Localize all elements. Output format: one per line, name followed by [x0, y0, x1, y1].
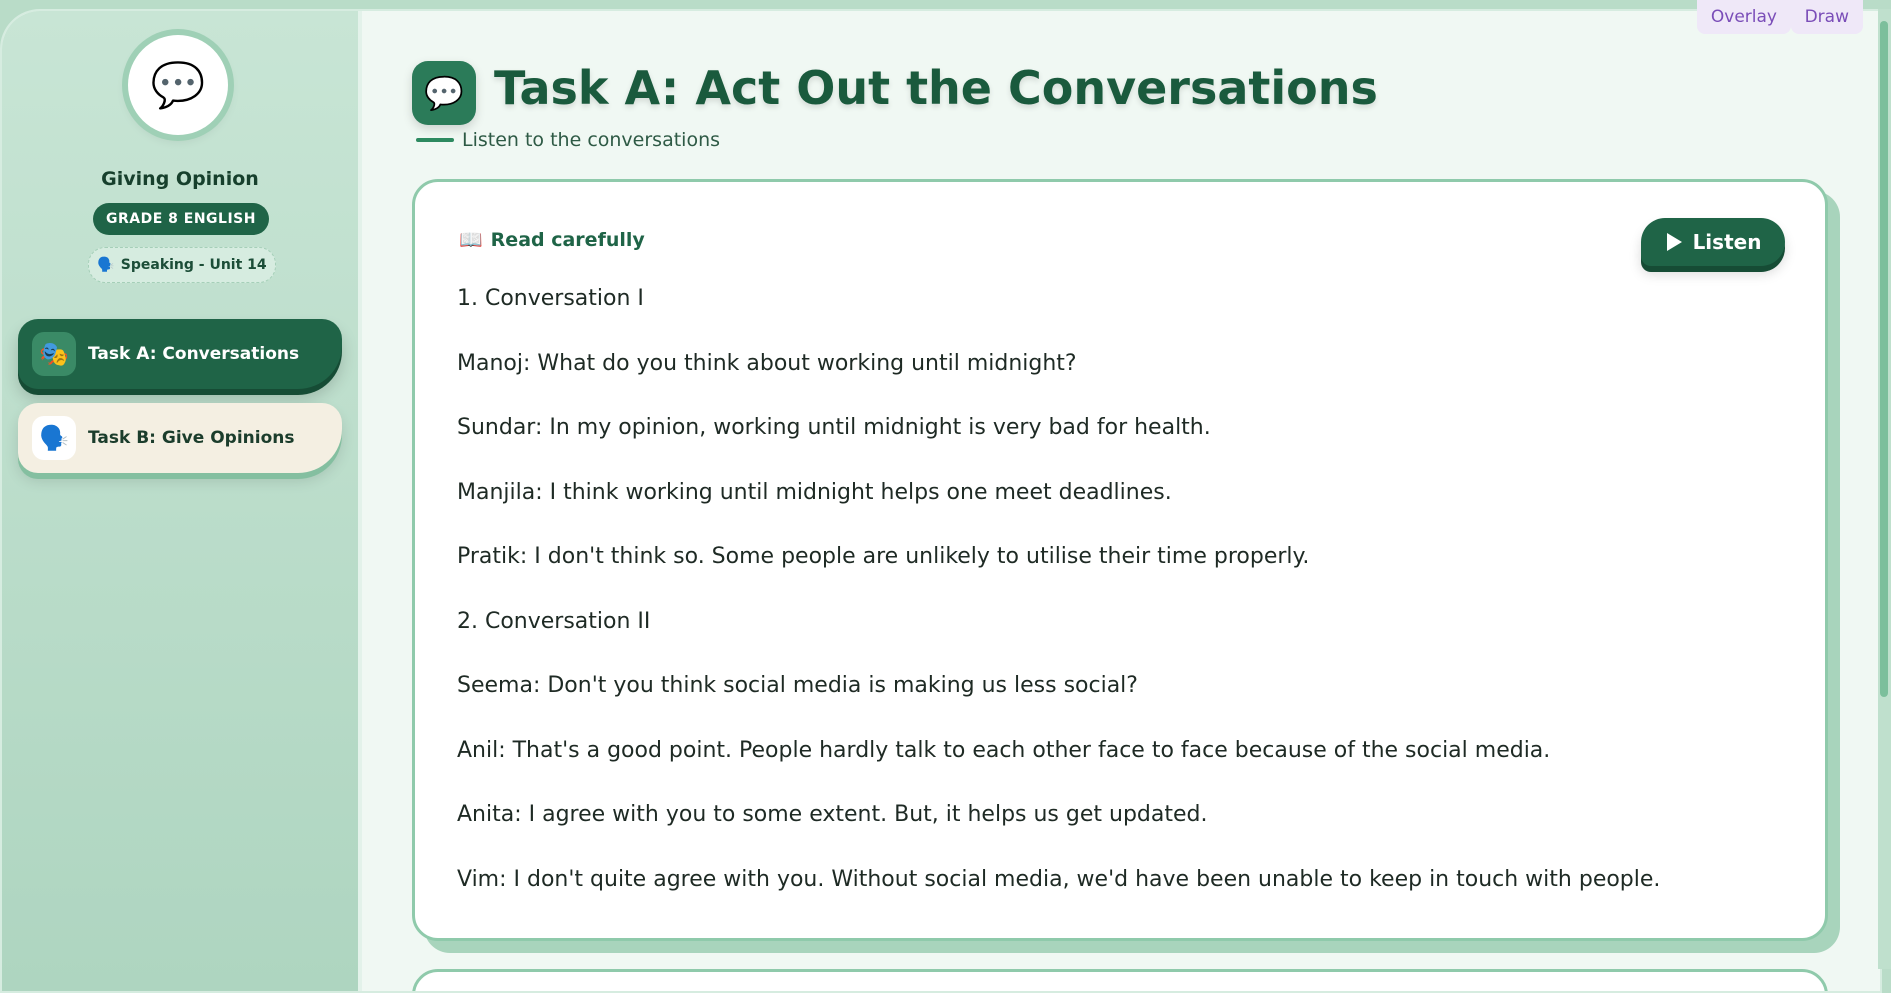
card-label-text: Read carefully	[490, 228, 645, 251]
unit-badge	[88, 247, 276, 283]
subtitle-accent-bar	[416, 138, 454, 142]
sidebar-item-task-b[interactable]	[18, 403, 342, 473]
conversation-heading: 1. Conversation I	[457, 286, 644, 311]
dialogue-line: Manoj: What do you think about working until midnight?	[457, 350, 1077, 376]
dialogue-line: Manjila: I think working until midnight helps one meet deadlines.	[457, 479, 1172, 505]
sidebar	[2, 11, 362, 991]
conversation-lines	[457, 286, 1785, 931]
dialogue-line: Pratik: I don't think so. Some people are unlikely to utilise their time properly.	[457, 544, 1310, 569]
speaking-head-icon: 🗣️	[32, 416, 76, 460]
conversation-heading: 2. Conversation II	[457, 608, 651, 634]
dialogue-line: Seema: Don't you think social media is making us less social?	[457, 673, 1138, 698]
dialogue-line: Vim: I don't quite agree with you. Without social media, we'd have been unable to keep in touch with people.	[457, 866, 1661, 892]
dialogue-line: Sundar: In my opinion, working until midnight is very bad for health.	[457, 415, 1211, 440]
page-title: Task A: Act Out the Conversations	[494, 61, 1378, 115]
listen-button[interactable]	[1641, 218, 1785, 266]
listen-button-label: Listen	[1692, 230, 1762, 254]
next-card	[412, 969, 1828, 993]
page-subtitle	[416, 129, 720, 151]
book-icon: 📖	[459, 229, 483, 251]
card-label	[459, 228, 645, 251]
scrollbar[interactable]	[1878, 9, 1891, 969]
speaking-head-icon: 🗣️	[97, 257, 115, 273]
subtitle-text: Listen to the conversations	[462, 129, 721, 151]
sidebar-item-label: Task A: Conversations	[88, 344, 300, 364]
conversation-icon: 💬	[412, 61, 476, 125]
draw-button[interactable]: Draw	[1791, 0, 1863, 34]
conversation-card	[412, 179, 1828, 941]
scroll-thumb[interactable]	[1880, 21, 1888, 697]
overlay-button[interactable]: Overlay	[1697, 0, 1791, 34]
theater-masks-icon: 🎭	[32, 332, 76, 376]
sidebar-item-label: Task B: Give Opinions	[88, 428, 295, 448]
sidebar-item-task-a[interactable]	[18, 319, 342, 389]
dialogue-line: Anil: That's a good point. People hardly talk to each other face to face because of the social media.	[457, 737, 1551, 763]
lesson-title: Giving Opinion	[101, 168, 259, 190]
grade-badge: GRADE 8 ENGLISH	[93, 203, 269, 235]
play-icon	[1665, 232, 1683, 252]
unit-badge-label: Speaking - Unit 14	[120, 257, 267, 273]
dialogue-line: Anita: I agree with you to some extent. But, it helps us get updated.	[457, 802, 1208, 827]
app-frame	[0, 9, 1882, 993]
speech-bubble-icon: 💬	[128, 35, 228, 135]
